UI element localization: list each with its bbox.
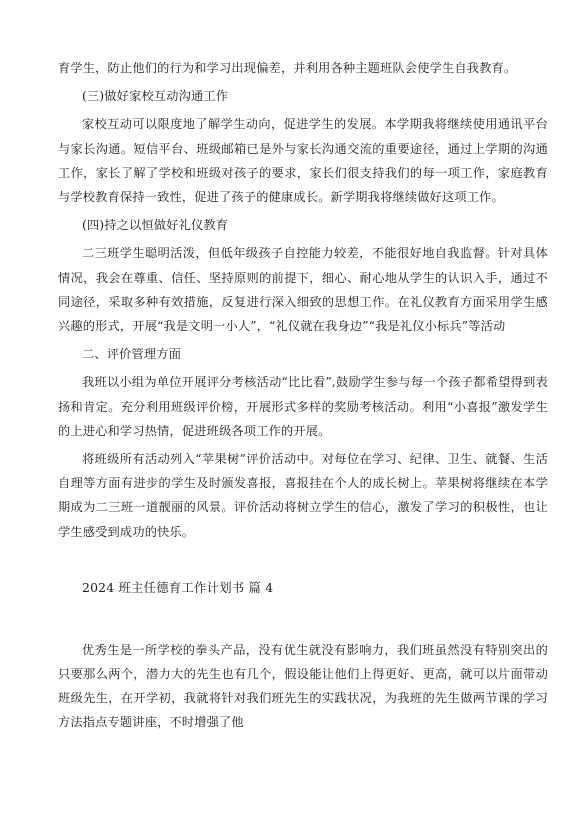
paragraph-apple-tree: 将班级所有活动列入“苹果树”评价活动中。对每位在学习、纪律、卫生、就餐、生活自理等方面有进步的学生及时颁发喜报，喜报挂在个人的成长树上。苹果树将继续在本学期成为二三班一道靓丽的风景。评价活动将树立学生的信心，激发了学习的积极性，也让学生感受到成功的快乐。 (58, 452, 548, 539)
paragraph-top-students: 优秀生是一所学校的拳头产品，没有优生就没有影响力，我们班虽然没有特别突出的只要那么两个，潜力大的先生也有几个，假设能让他们上得更好、更高，就可以片面带动班级先生，在开学初，我就将针对我们班先生的实践状况，为我班的先生做两节课的学习方法指点专题讲座，不时增强了他 (58, 642, 548, 730)
paragraph-evaluation: 我班以小组为单位开展评分考核活动“比比看”,鼓励学生参与每一个孩子都希望得到表扬和肯定。充分利用班级评价榜，开展形式多样的奖励考核活动。利用“小喜报”激发学生的上进心和学习热情，促进班级各项工作的开展。 (58, 375, 548, 438)
document-page (58, 56, 548, 735)
section-title: 2024 班主任德育工作计划书 篇 4 (82, 579, 274, 595)
paragraph-home-school: 家校互动可以限度地了解学生动向，促进学生的发展。本学期我将继续使用通讯平台与家长沟通。短信平台、班级邮箱已是外与家长沟通交流的重要途径，通过上学期的沟通工作，家长了解了学校和班级对孩子的要求，家长们很支持我们的每一项工作，家庭教育与学校教育保持一致性，促进了孩子的健康成长。新学期我将继续做好这项工作。 (58, 117, 548, 205)
paragraph-etiquette: 二三班学生聪明活泼，但低年级孩子自控能力较差，不能很好地自我监督。针对具体情况，我会在尊重、信任、坚持原则的前提下，细心、耐心地从学生的认识入手，通过不同途径，采取多种有效措施，反复进行深入细致的思想工作。在礼仪教育方面采用学生感兴趣的形式，开展“我是文明一小人”，“礼仪就在我身边”“我是礼仪小标兵”等活动 (58, 246, 548, 334)
heading-home-school: (三)做好家校互动沟通工作 (82, 89, 229, 104)
heading-etiquette: (四)持之以恒做好礼仪教育 (82, 218, 229, 233)
heading-evaluation: 二、评价管理方面 (82, 347, 182, 362)
paragraph-intro: 育学生，防止他们的行为和学习出现偏差，并利用各种主题班队会使学生自我教育。 (58, 61, 517, 75)
